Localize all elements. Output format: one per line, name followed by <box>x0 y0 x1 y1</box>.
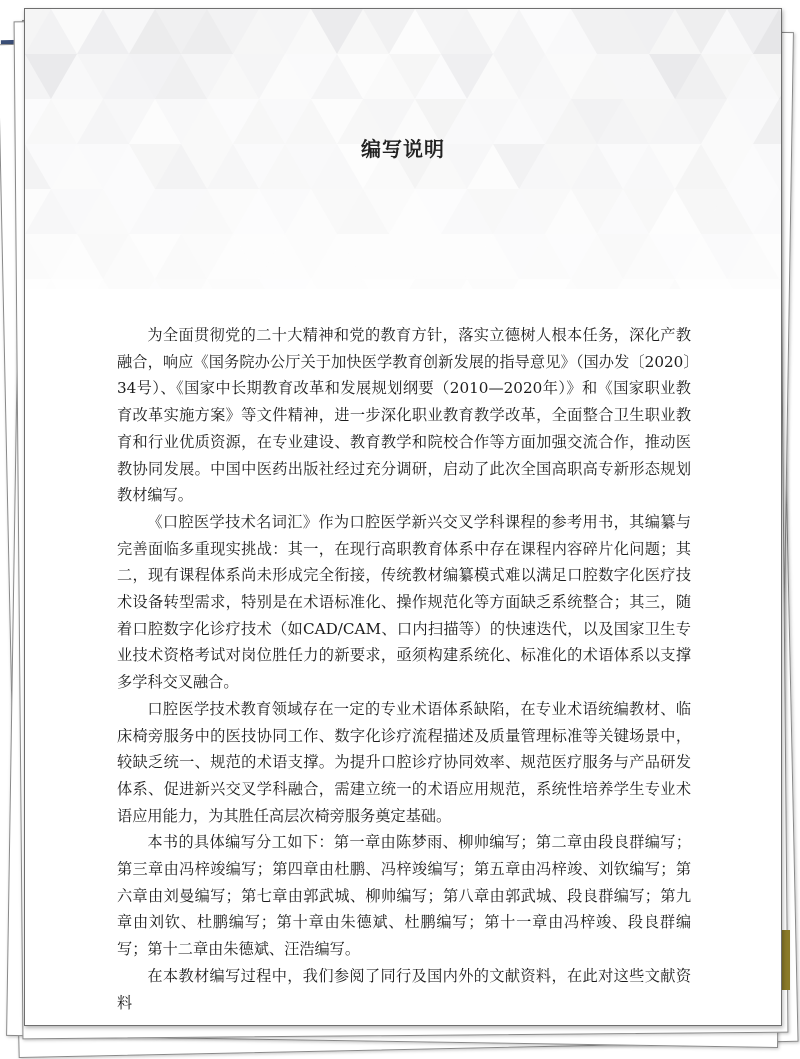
paragraph: 《口腔医学技术名词汇》作为口腔医学新兴交叉学科课程的参考用书，其编纂与完善面临多重现实挑战：其一，在现行高职教育体系中存在课程内容碎片化问题；其二，现有课程体系尚未形成完全衔接，传统教材编纂模式难以满足口腔数字化医疗技术设备转型需求，特别是在术语标准化、操作规范化等方面缺乏系统整合；其三，随着口腔数字化诊疗技术（如CAD/CAM、口内扫描等）的快速迭代，以及国家卫生专业技术资格考试对岗位胜任力的新要求，亟须构建系统化、标准化的术语体系以支撑多学科交叉融合。 <box>117 512 691 692</box>
pattern-triangle <box>519 279 571 289</box>
pattern-triangle <box>467 279 519 289</box>
pattern-triangle <box>623 279 675 289</box>
pattern-triangle <box>727 279 779 289</box>
pattern-triangle <box>259 279 311 289</box>
pattern-triangle <box>51 279 103 289</box>
document-page <box>24 8 782 1026</box>
paragraph: 为全面贯彻党的二十大精神和党的教育方针，落实立德树人根本任务，深化产教融合，响应《国务院办公厅关于加快医学教育创新发展的指导意见》（国办发〔2020〕34号）、《国家中长期教育改革和发展规划纲要（2010—2020年）》和《国家职业教育改革实施方案》等文件精神，进一步深化职业教育教学改革，全面整合卫生职业教育和行业优质资源，在专业建设、教育教学和院校合作等方面加强交流合作，推动医教协同发展。中国中医药出版社经过充分调研，启动了此次全国高职高专新形态规划教材编写。 <box>117 326 691 505</box>
paragraph: 在本教材编写过程中，我们参阅了同行及国内外的文献资料，在此对这些文献资料 <box>117 966 691 1012</box>
paragraph: 本书的具体编写分工如下：第一章由陈梦雨、柳帅编写；第二章由段良群编写；第三章由冯梓竣编写；第四章由杜鹏、冯梓竣编写；第五章由冯梓竣、刘钦编写；第六章由刘曼编写；第七章由郭武城、柳帅编写；第八章由郭武城、段良群编写；第九章由刘钦、杜鹏编写；第十章由朱德斌、杜鹏编写；第十一章由冯梓竣、段良群编写；第十二章由朱德斌、汪浩编写。 <box>117 833 691 959</box>
pattern-triangle <box>207 279 259 289</box>
pattern-triangle <box>363 279 415 289</box>
pattern-triangle <box>103 279 155 289</box>
body-text <box>117 322 691 1016</box>
paragraph: 口腔医学技术教育领域存在一定的专业术语体系缺陷，在专业术语统编教材、临床椅旁服务中的医技协同工作、数字化诊疗流程描述及质量管理标准等关键场景中，较缺乏统一、规范的术语支撑。为提升口腔诊疗协同效率、规范医疗服务与产品研发体系、促进新兴交叉学科融合，需建立统一的术语应用规范，系统性培养学生专业术语应用能力，为其胜任高层次椅旁服务奠定基础。 <box>117 699 691 825</box>
pattern-triangle <box>415 279 467 289</box>
pattern-triangle <box>311 279 363 289</box>
pattern-triangle <box>155 279 207 289</box>
page-title: 编写说明 <box>361 137 445 161</box>
pattern-triangle <box>571 279 623 289</box>
pattern-triangle <box>675 279 727 289</box>
